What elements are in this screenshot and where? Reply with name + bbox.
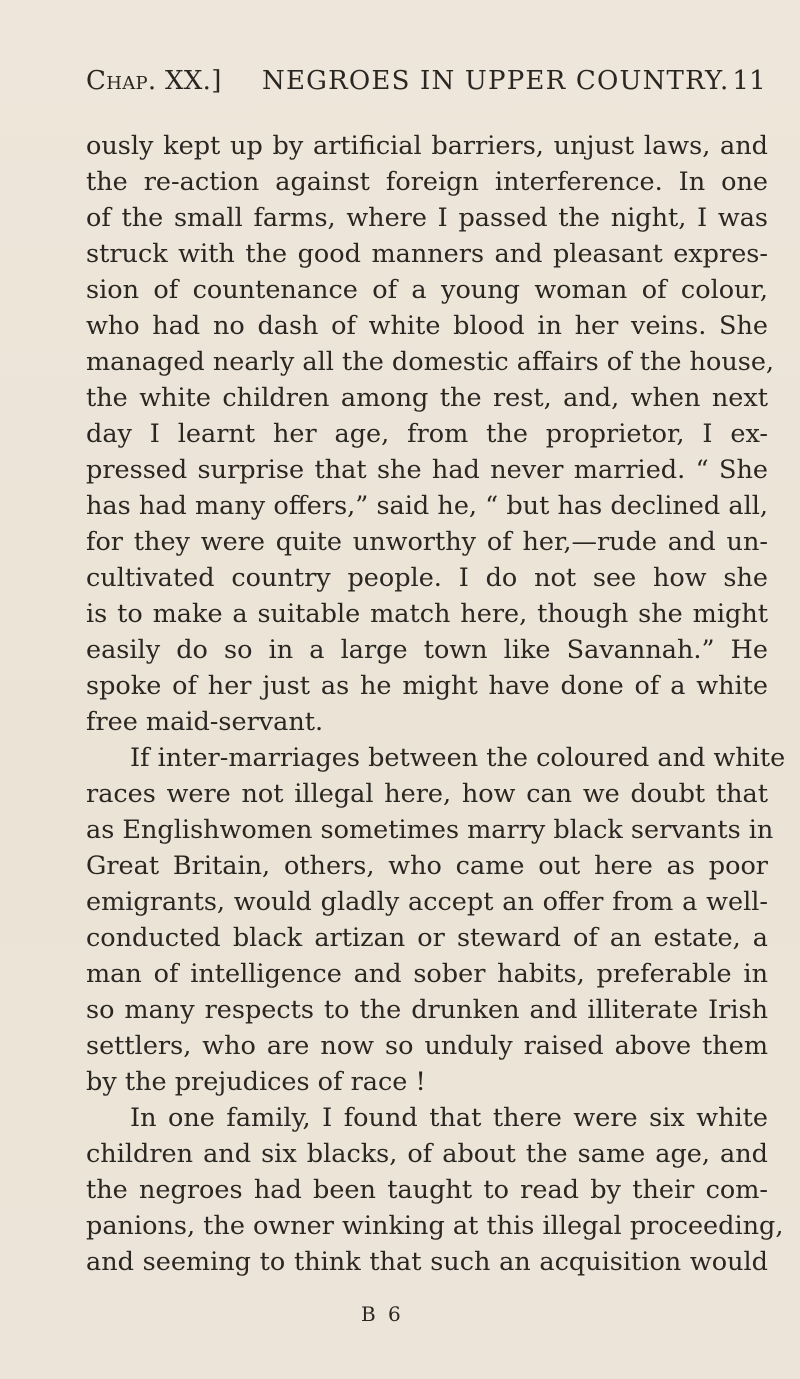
text-line: who had no dash of white blood in her veins. She	[86, 311, 768, 341]
page-number: 11	[732, 66, 766, 96]
text-line: the re-action against foreign interference. In one	[86, 167, 768, 197]
text-line: struck with the good manners and pleasant expres-	[86, 239, 768, 269]
text-line: managed nearly all the domestic affairs of the house,	[86, 347, 775, 377]
text-line: and seeming to think that such an acquisition would	[86, 1247, 768, 1277]
signature-mark: B 6	[361, 1302, 404, 1326]
text-line: Great Britain, others, who came out here as poor	[86, 851, 768, 881]
text-line: the white children among the rest, and, when next	[86, 383, 768, 413]
text-line: ously kept up by artificial barriers, unjust laws, and	[86, 131, 768, 161]
chapter-label: Chap. XX.]	[86, 66, 222, 96]
text-line: day I learnt her age, from the proprietor, I ex-	[86, 419, 768, 449]
text-line: pressed surprise that she had never married. “ She	[86, 455, 768, 485]
text-line: easily do so in a large town like Savannah.” He	[86, 635, 768, 665]
text-line: conducted black artizan or steward of an estate, a	[86, 923, 768, 953]
text-line: free maid-servant.	[86, 707, 324, 737]
running-title: NEGROES IN UPPER COUNTRY.	[262, 66, 730, 96]
text-line: for they were quite unworthy of her,—rude and un-	[86, 527, 768, 557]
text-line: of the small farms, where I passed the night, I was	[86, 203, 768, 233]
text-line: panions, the owner winking at this illegal proceeding,	[86, 1211, 784, 1241]
text-line: sion of countenance of a young woman of colour,	[86, 275, 768, 305]
text-line: In one family, I found that there were six white	[130, 1103, 768, 1133]
text-line: so many respects to the drunken and illiterate Irish	[86, 995, 768, 1025]
text-line: children and six blacks, of about the same age, and	[86, 1139, 768, 1169]
text-line: as Englishwomen sometimes marry black servants in	[86, 815, 774, 845]
text-line: emigrants, would gladly accept an offer from a well-	[86, 887, 768, 917]
text-line: cultivated country people. I do not see how she	[86, 563, 768, 593]
text-line: races were not illegal here, how can we doubt that	[86, 779, 768, 809]
text-line: settlers, who are now so unduly raised above them	[86, 1031, 768, 1061]
text-line: has had many offers,” said he, “ but has declined all,	[86, 491, 768, 521]
text-line: the negroes had been taught to read by their com-	[86, 1175, 768, 1205]
text-line: If inter-marriages between the coloured and white	[130, 743, 786, 773]
running-head	[86, 66, 766, 106]
text-line: by the prejudices of race !	[86, 1067, 426, 1097]
text-line: spoke of her just as he might have done of a white	[86, 671, 768, 701]
text-line: man of intelligence and sober habits, preferable in	[86, 959, 768, 989]
text-line: is to make a suitable match here, though she might	[86, 599, 768, 629]
